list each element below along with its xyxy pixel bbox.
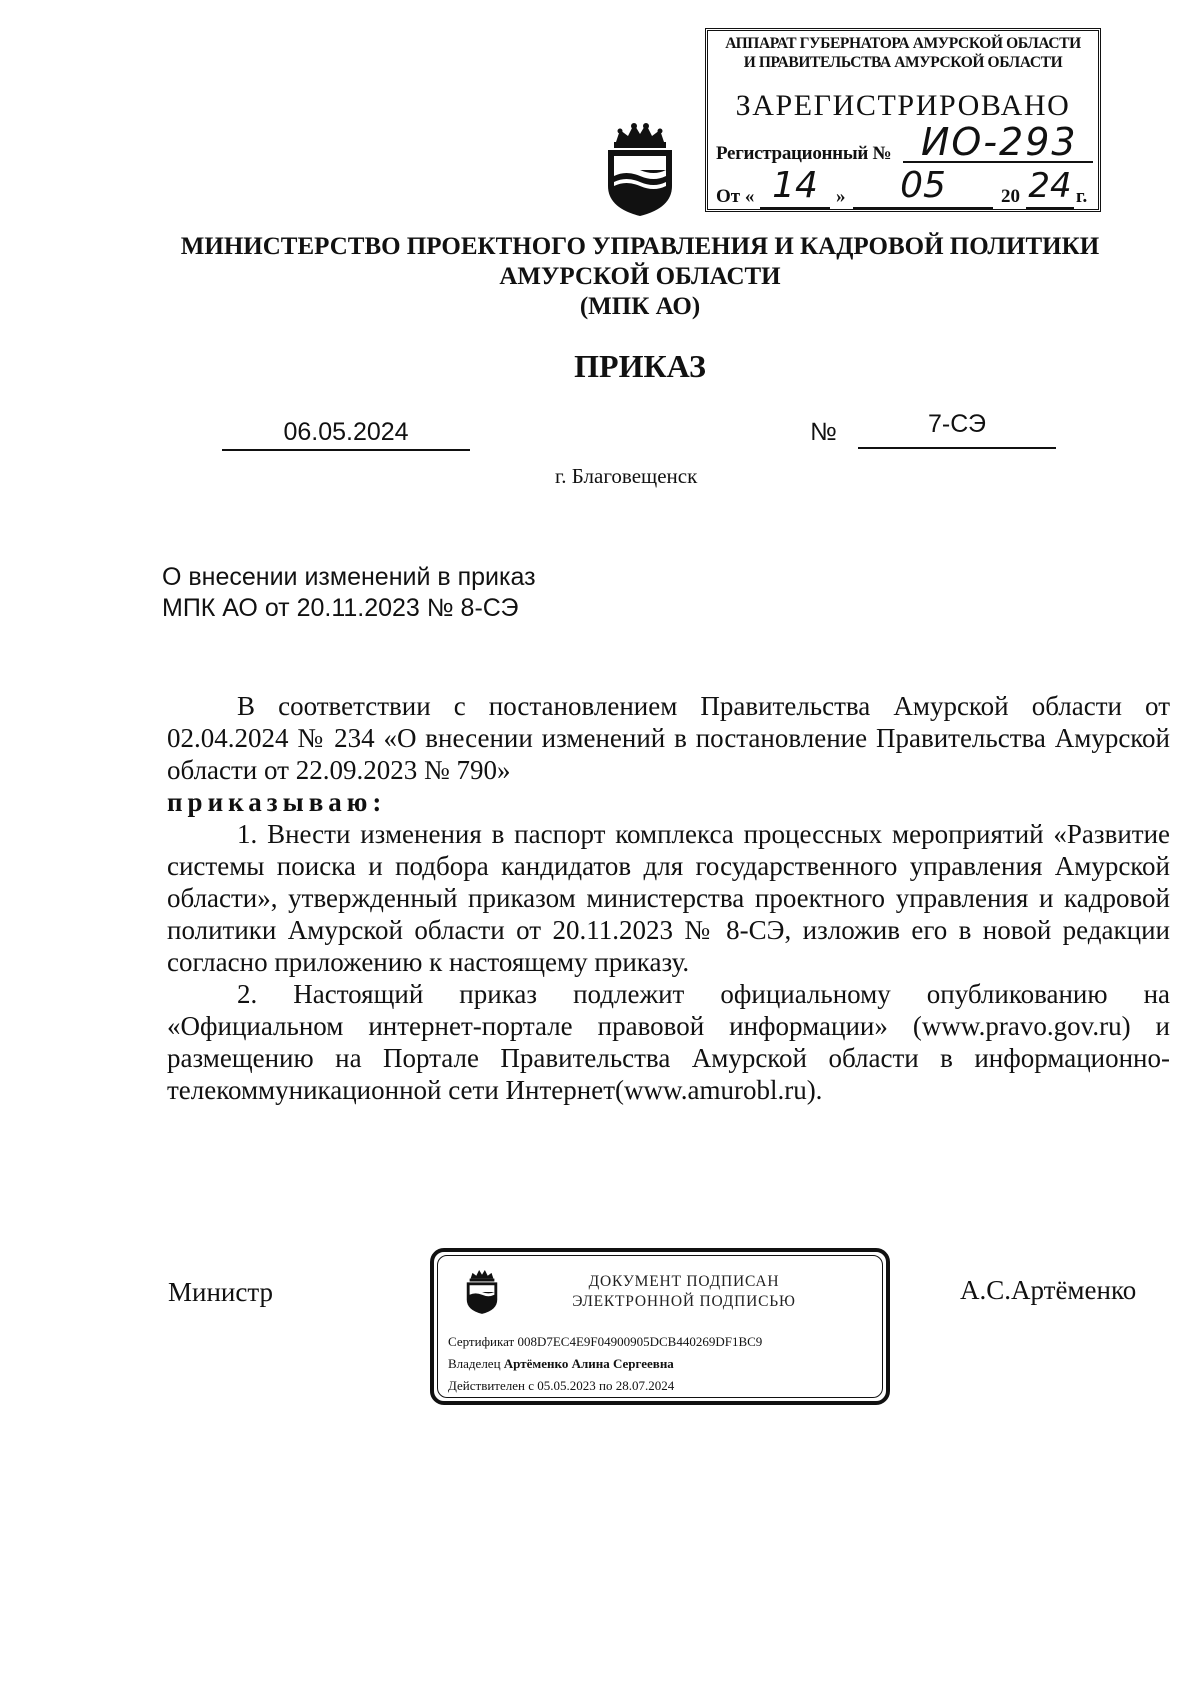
document-type: ПРИКАЗ <box>574 348 706 384</box>
esig-owner-value: Артёменко Алина Сергеевна <box>503 1356 674 1371</box>
ministry-name-line1: МИНИСТЕРСТВО ПРОЕКТНОГО УПРАВЛЕНИЯ И КАДРОВОЙ ПОЛИТИКИ <box>180 233 1100 260</box>
registration-date-year-prefix: 20 <box>1001 186 1020 207</box>
order-date: 06.05.2024 <box>222 418 470 451</box>
esig-cert-value: 008D7EC4E9F04900905DCB440269DF1BC9 <box>517 1334 763 1349</box>
registration-org-line2: И ПРАВИТЕЛЬСТВА АМУРСКОЙ ОБЛАСТИ <box>743 54 1063 71</box>
registration-org-line1: АППАРАТ ГУБЕРНАТОРА АМУРСКОЙ ОБЛАСТИ <box>725 35 1081 52</box>
subject-line2: МПК АО от 20.11.2023 № 8-СЭ <box>162 594 519 622</box>
e-signature-stamp <box>430 1248 890 1405</box>
order-item-1: 1. Внести изменения в паспорт комплекса процессных мероприятий «Развитие системы поиска и подбора кандидатов для государственного управления Амурской области», утвержденный приказом министерства проектного управления и кадровой политики Амурской области от 20.11.2023 № 8-СЭ, изложив его в новой редакции согласно приложению к настоящему приказу. <box>167 819 1170 977</box>
esig-heading-line2: ЭЛЕКТРОННОЙ ПОДПИСЬЮ <box>572 1293 796 1310</box>
subject-line1: О внесении изменений в приказ <box>162 563 536 591</box>
ministry-header <box>120 232 1160 322</box>
coat-of-arms-icon <box>598 118 682 218</box>
order-number-label: № <box>810 418 837 446</box>
esig-coat-of-arms-icon <box>462 1266 502 1316</box>
registration-date-quote: » <box>836 186 846 207</box>
registration-date-month: 05 <box>853 165 993 209</box>
order-subject <box>162 562 536 624</box>
registration-date-year-unit: г. <box>1076 186 1088 207</box>
signer-title: Министр <box>168 1277 273 1307</box>
esig-valid-to: 28.07.2024 <box>615 1378 675 1393</box>
esig-certificate <box>448 1334 762 1350</box>
esig-owner-label: Владелец <box>448 1356 501 1371</box>
esig-valid-label: Действителен с <box>448 1378 534 1393</box>
order-body <box>167 690 1170 1106</box>
registration-stamp-org <box>708 34 1098 72</box>
ministry-name-line2: АМУРСКОЙ ОБЛАСТИ <box>499 263 781 290</box>
order-item-2: 2. Настоящий приказ подлежит официальному опубликованию на «Официальном интернет-портале правовой информации» (www.pravo.gov.ru) и размещению на Портале Правительства Амурской области в информационно-телекоммуникационной сети Интернет(www.amurobl.ru). <box>167 979 1170 1105</box>
preamble: В соответствии с постановлением Правительства Амурской области от 02.04.2024 № 234 «О внесении изменений в постановление Правительства Амурской области от 22.09.2023 № 790» <box>167 691 1170 785</box>
ministry-abbr: (МПК АО) <box>579 293 701 320</box>
orders-word: приказываю: <box>167 787 387 817</box>
esig-validity <box>448 1378 674 1394</box>
registration-title: ЗАРЕГИСТРИРОВАНО <box>735 89 1071 122</box>
signer-name: А.С.Артёменко <box>960 1275 1137 1305</box>
registration-date-label: От « <box>716 186 755 207</box>
esig-cert-label: Сертификат <box>448 1334 515 1349</box>
esig-heading-line1: ДОКУМЕНТ ПОДПИСАН <box>588 1273 780 1290</box>
registration-date-day: 14 <box>760 165 830 209</box>
esig-heading <box>514 1272 854 1312</box>
registration-date-year-suffix: 24 <box>1026 165 1074 209</box>
esig-valid-to-label: по <box>599 1378 613 1393</box>
city: г. Благовещенск <box>555 464 698 488</box>
registration-stamp <box>705 28 1101 212</box>
registration-number-value: ИО-293 <box>903 121 1093 163</box>
esig-valid-from: 05.05.2023 <box>537 1378 596 1393</box>
esig-owner <box>448 1356 674 1372</box>
order-number: 7-СЭ <box>858 410 1056 449</box>
registration-number-label: Регистрационный № <box>716 143 892 164</box>
